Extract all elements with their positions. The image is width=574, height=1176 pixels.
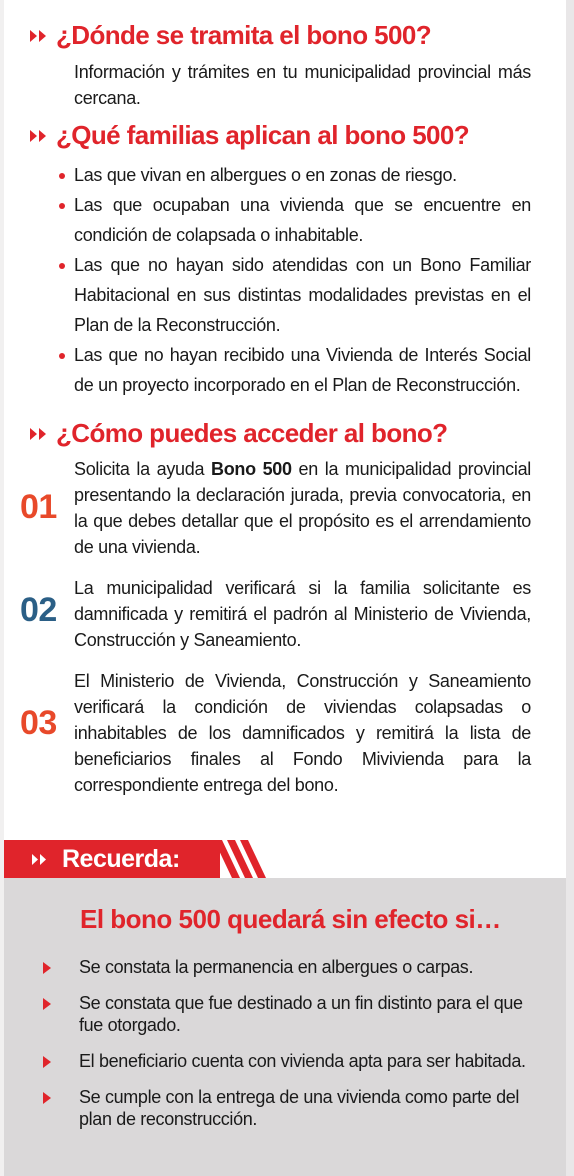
step-text <box>74 456 531 560</box>
section-heading-where <box>30 20 431 51</box>
double-chevron-right-icon <box>30 428 48 440</box>
red-dot-bullet-icon <box>59 203 65 209</box>
red-triangle-right-icon <box>43 1056 51 1068</box>
diagonal-stripes-decoration <box>214 840 274 878</box>
list-item-text: Se constata que fue destinado a un fin distinto para el que fue otorgado. <box>79 993 523 1035</box>
conditions-title: El bono 500 quedará sin efecto si… <box>80 904 501 934</box>
double-chevron-right-icon <box>32 854 48 865</box>
list-item-text: Las que vivan en albergues o en zonas de riesgo. <box>74 165 457 185</box>
list-item <box>40 1086 534 1130</box>
list-item <box>58 340 531 400</box>
red-triangle-right-icon <box>43 1092 51 1104</box>
step-number: 01 <box>20 488 57 526</box>
list-item <box>58 160 531 190</box>
step-text-part: Solicita la ayuda <box>74 459 211 479</box>
list-item <box>40 1050 534 1072</box>
list-item <box>40 956 534 978</box>
list-item <box>40 992 534 1036</box>
list-item <box>58 250 531 340</box>
step-text-part: en la municipalidad provincial presentando la declaración jurada, previa convocatoria, en la que debes detallar que el propósito es el arrendamiento de una vivienda. <box>74 459 531 557</box>
recuerda-label: Recuerda: <box>62 844 180 873</box>
double-chevron-right-icon <box>30 130 48 142</box>
list-item-text: Se constata la permanencia en albergues o carpas. <box>79 957 474 977</box>
list-item-text: Las que no hayan recibido una Vivienda de Interés Social de un proyecto incorporado en el Plan de Reconstrucción. <box>74 345 531 395</box>
families-list <box>58 160 531 400</box>
section-heading-where-text: ¿Dónde se tramita el bono 500? <box>56 20 431 50</box>
list-item-text: Se cumple con la entrega de una vivienda como parte del plan de reconstrucción. <box>79 1087 520 1129</box>
red-dot-bullet-icon <box>59 263 65 269</box>
section-heading-how <box>30 418 447 449</box>
step-text: El Ministerio de Vivienda, Construcción y Saneamiento verificará la condición de viviendas colapsadas o inhabitables de los damnificados y remitirá la lista de beneficiarios finales al Fondo Mivivienda para la correspondiente entrega del bono. <box>74 671 531 795</box>
list-item-text: El beneficiario cuenta con vivienda apta para ser habitada. <box>79 1051 526 1071</box>
section-heading-how-text: ¿Cómo puedes acceder al bono? <box>56 418 448 448</box>
recuerda-banner <box>4 840 220 878</box>
conditions-list <box>40 956 534 1130</box>
step-number: 02 <box>20 591 57 629</box>
list-item <box>58 190 531 250</box>
section-heading-families <box>30 120 469 151</box>
step-number: 03 <box>20 704 57 742</box>
red-triangle-right-icon <box>43 962 51 974</box>
section-where-text: Información y trámites en tu municipalidad provincial más cercana. <box>74 62 531 108</box>
list-item-text: Las que ocupaban una vivienda que se encuentre en condición de colapsada o inhabitable. <box>74 195 531 245</box>
step-text: La municipalidad verificará si la familia solicitante es damnificada y remitirá el padrón al Ministerio de Vivienda, Construcción y Saneamiento. <box>74 578 531 650</box>
red-dot-bullet-icon <box>59 353 65 359</box>
double-chevron-right-icon <box>30 30 48 42</box>
section-heading-families-text: ¿Qué familias aplican al bono 500? <box>56 120 470 150</box>
red-triangle-right-icon <box>43 998 51 1010</box>
step-text-bold: Bono 500 <box>211 459 292 479</box>
right-edge-strip <box>566 0 574 1176</box>
red-dot-bullet-icon <box>59 173 65 179</box>
list-item-text: Las que no hayan sido atendidas con un Bono Familiar Habitacional en sus distintas modalidades previstas en el Plan de la Reconstrucción. <box>74 255 531 335</box>
